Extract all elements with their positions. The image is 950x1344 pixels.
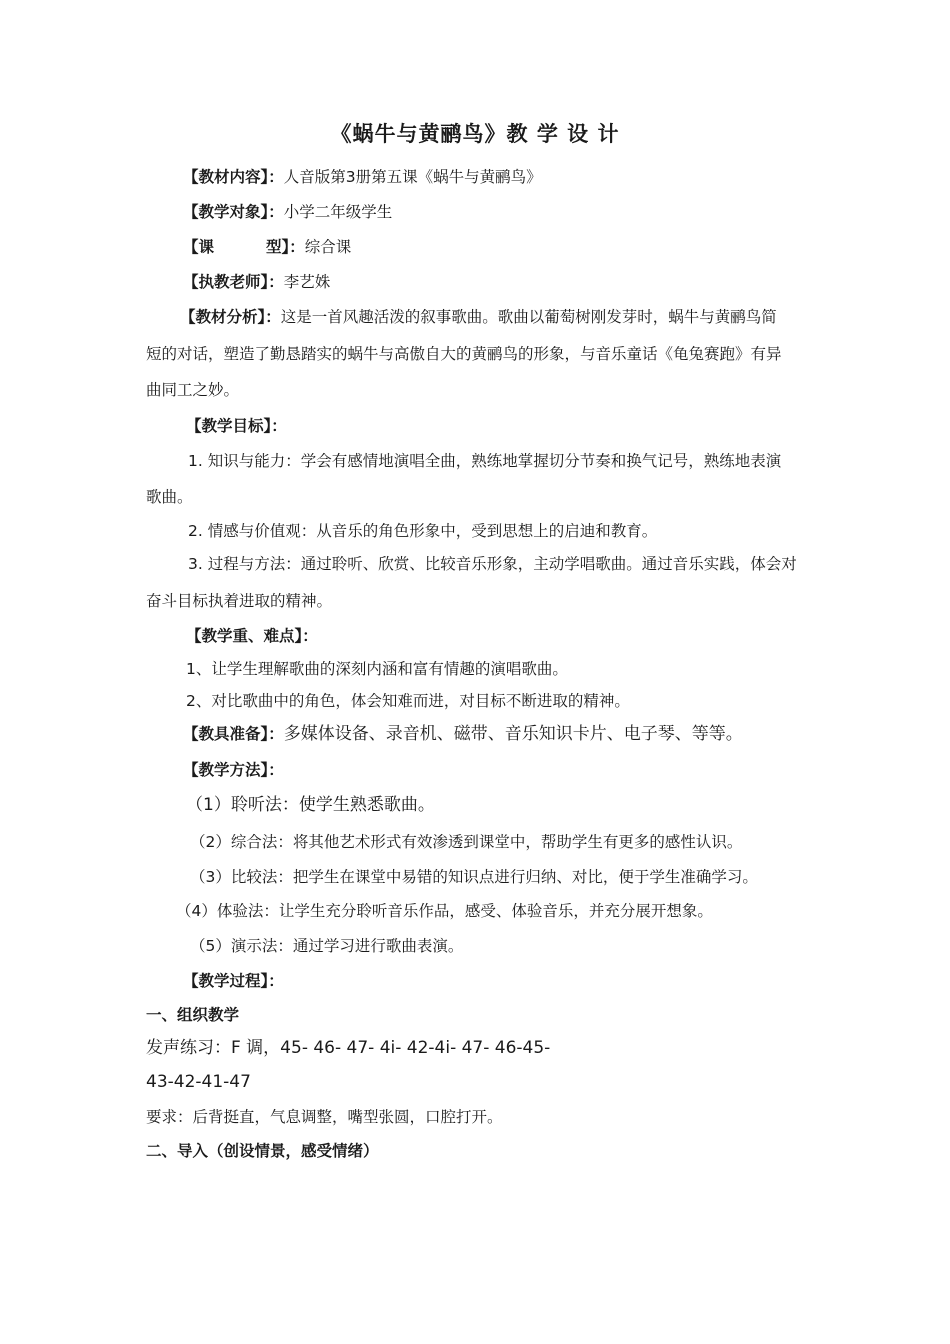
methods-heading: 【教学方法】： (183, 761, 284, 779)
analysis-text-3: 曲同工之妙。 (146, 381, 240, 399)
method-3: （3）比较法：把学生在课堂中易错的知识点进行归纳、对比，便于学生准确学习。 (190, 868, 758, 886)
material-label: 【教材内容】： (183, 168, 284, 186)
section-2-heading: 二、导入（创设情景，感受情绪） (146, 1142, 379, 1160)
teacher-value: 李艺姝 (283, 273, 331, 291)
method-1: （1）聆听法：使学生熟悉歌曲。 (186, 795, 435, 815)
material-value: 人音版第3册第五课《蜗牛与黄鹂鸟》 (283, 168, 542, 186)
tools-label: 【教具准备】： (183, 725, 284, 743)
target-value: 小学二年级学生 (283, 203, 393, 221)
material-row (183, 166, 542, 188)
analysis-text-1: 这是一首风趣活泼的叙事歌曲。歌曲以葡萄树刚发芽时，蜗牛与黄鹂鸟简 (280, 308, 777, 326)
tools-value: 多媒体设备、录音机、磁带、音乐知识卡片、电子琴、等等。 (283, 724, 743, 744)
analysis-text-2: 短的对话，塑造了勤恳踏实的蜗牛与高傲自大的黄鹂鸟的形象，与音乐童话《龟兔赛跑》有异 (146, 345, 782, 363)
method-4: （4）体验法：让学生充分聆听音乐作品，感受、体验音乐，并充分展开想象。 (176, 902, 713, 920)
teacher-row (183, 271, 330, 293)
vocal-exercise-line-2: 43-42-41-47 (146, 1072, 251, 1092)
target-label: 【教学对象】： (183, 203, 284, 221)
method-2: （2）综合法：将其他艺术形式有效渗透到课堂中，帮助学生有更多的感性认识。 (190, 833, 743, 851)
teacher-label: 【执教老师】： (183, 273, 284, 291)
goal-1-line-2: 歌曲。 (146, 488, 193, 506)
type-label-start: 【课 (183, 238, 215, 256)
analysis-label: 【教材分析】： (180, 308, 281, 326)
goal-2: 2. 情感与价值观：从音乐的角色形象中，受到思想上的启迪和教育。 (188, 522, 658, 540)
document-title: 《蜗牛与黄鹂鸟》教 学 设 计 (330, 122, 620, 146)
goals-heading: 【教学目标】： (186, 417, 287, 435)
requirement-text: 要求：后背挺直，气息调整，嘴型张圆，口腔打开。 (146, 1108, 503, 1126)
method-5: （5）演示法：通过学习进行歌曲表演。 (190, 937, 464, 955)
goal-1-line-1: 1. 知识与能力：学会有感情地演唱全曲，熟练地掌握切分节奏和换气记号，熟练地表演 (188, 452, 782, 470)
section-1-heading: 一、组织教学 (146, 1006, 240, 1024)
goal-3-line-2: 奋斗目标执着进取的精神。 (146, 592, 333, 610)
vocal-exercise-line-1: 发声练习：F 调，45- 46- 47- 4i- 42-4i- 47- 46-45- (146, 1038, 551, 1058)
tools-row (183, 723, 743, 745)
process-heading: 【教学过程】： (183, 972, 284, 990)
type-value: 综合课 (304, 238, 352, 256)
goal-3-line-1: 3. 过程与方法：通过聆听、欣赏、比较音乐形象，主动学唱歌曲。通过音乐实践，体会对 (188, 555, 797, 573)
keypoint-2: 2、对比歌曲中的角色，体会知难而进，对目标不断进取的精神。 (186, 692, 630, 710)
type-label-end: 型】： (266, 238, 305, 256)
keypoint-1: 1、让学生理解歌曲的深刻内涵和富有情趣的演唱歌曲。 (186, 660, 568, 678)
analysis-row (180, 306, 777, 328)
keypoints-heading: 【教学重、难点】： (186, 627, 318, 645)
type-row (183, 236, 351, 258)
target-row (183, 201, 392, 223)
